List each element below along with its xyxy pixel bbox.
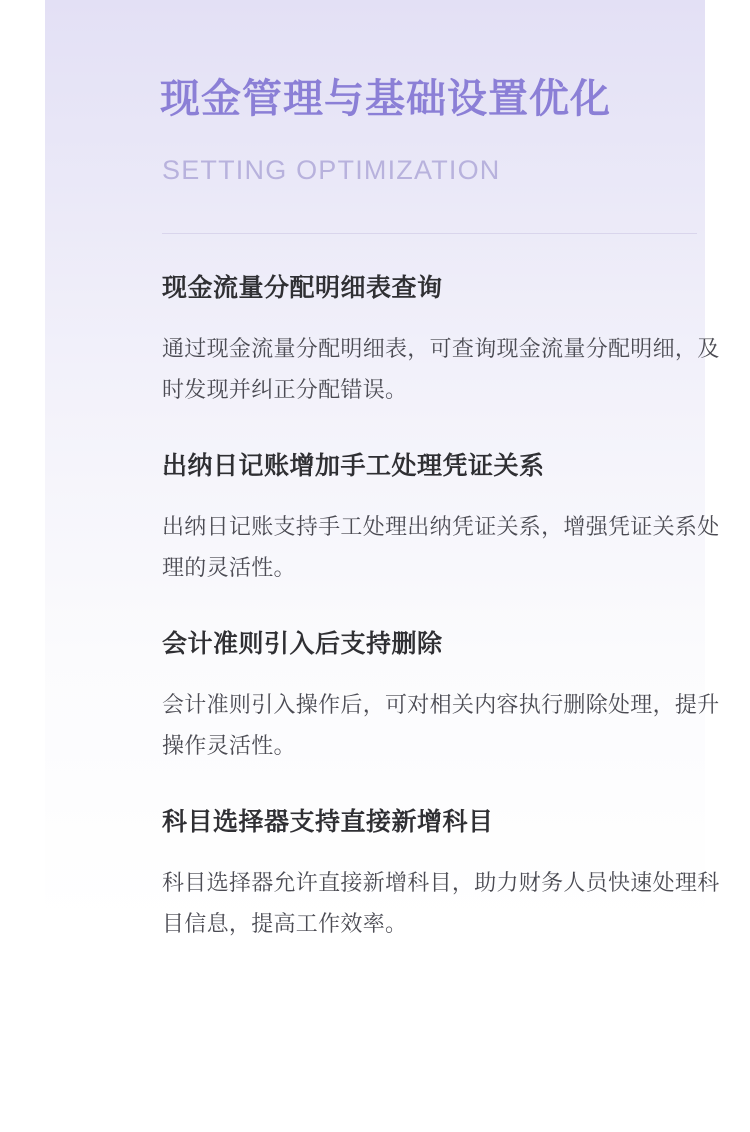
feature-list [162, 270, 722, 944]
feature-body: 出纳日记账支持手工处理出纳凭证关系，增强凭证关系处理的灵活性。 [162, 514, 720, 580]
feature-body: 会计准则引入操作后，可对相关内容执行删除处理，提升操作灵活性。 [162, 692, 720, 758]
feature-item [162, 804, 722, 944]
feature-item [162, 626, 722, 766]
feature-body: 通过现金流量分配明细表，可查询现金流量分配明细，及时发现并纠正分配错误。 [162, 336, 720, 402]
header-divider [162, 233, 697, 234]
content-card [45, 0, 720, 1090]
feature-body: 科目选择器允许直接新增科目，助力财务人员快速处理科目信息，提高工作效率。 [162, 870, 720, 936]
feature-heading: 科目选择器支持直接新增科目 [162, 808, 494, 836]
feature-heading: 会计准则引入后支持删除 [162, 630, 443, 658]
feature-heading: 现金流量分配明细表查询 [162, 274, 443, 302]
feature-item [162, 448, 722, 588]
feature-item [162, 270, 722, 410]
page-title: 现金管理与基础设置优化 [160, 77, 611, 121]
feature-heading: 出纳日记账增加手工处理凭证关系 [162, 452, 545, 480]
page-subtitle: SETTING OPTIMIZATION [162, 155, 501, 185]
